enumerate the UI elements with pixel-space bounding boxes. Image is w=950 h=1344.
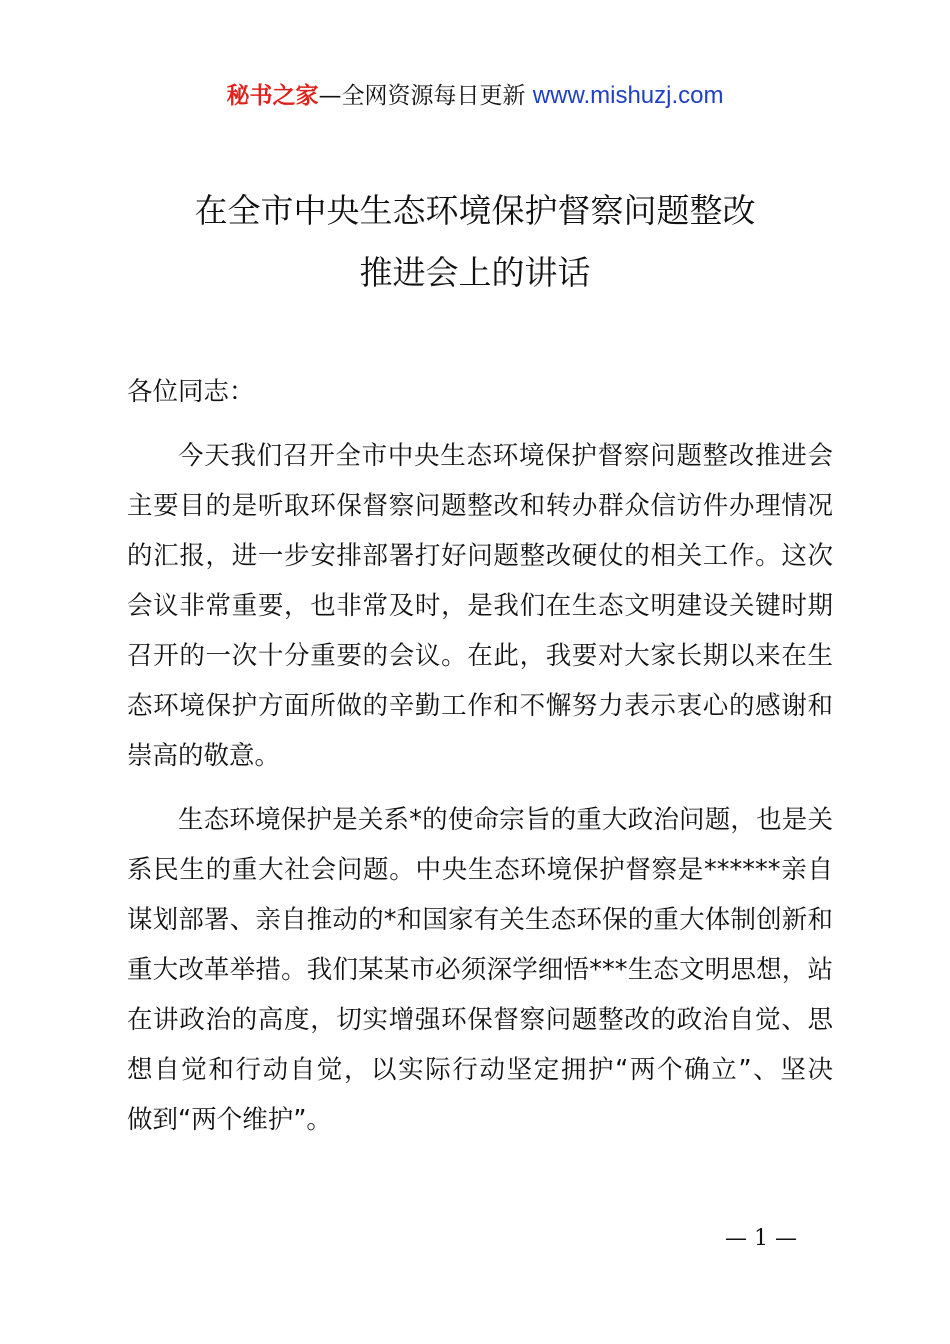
site-url-link[interactable]: www.mishuzj.com — [532, 82, 724, 109]
paragraph-line: 重大改革举措。我们某某市必须深学细悟***生态文明思想，站 — [127, 955, 833, 985]
paragraph-line: 想自觉和行动自觉，以实际行动坚定拥护“两个确立”、坚决 — [127, 1055, 833, 1085]
paragraph — [127, 795, 833, 1145]
site-tagline: —全网资源每日更新 — [318, 83, 526, 109]
site-brand: 秘书之家 — [226, 83, 319, 109]
paragraph-line: 在讲政治的高度，切实增强环保督察问题整改的政治自觉、思 — [127, 1005, 833, 1035]
page-number: — 1 — — [725, 1226, 797, 1251]
paragraph-line: 的汇报，进一步安排部署打好问题整改硬仗的相关工作。这次 — [127, 541, 833, 571]
document-body — [127, 367, 833, 1159]
paragraph-line: 系民生的重大社会问题。中央生态环境保护督察是******亲自 — [127, 855, 833, 885]
title-line: 在全市中央生态环境保护督察问题整改 — [194, 191, 756, 230]
paragraph-line: 生态环境保护是关系*的使命宗旨的重大政治问题，也是关 — [178, 805, 833, 835]
paragraph-line: 态环境保护方面所做的辛勤工作和不懈努力表示衷心的感谢和 — [127, 691, 833, 721]
paragraph-line: 今天我们召开全市中央生态环境保护督察问题整改推进会 — [178, 441, 833, 471]
paragraph-line: 召开的一次十分重要的会议。在此，我要对大家长期以来在生 — [127, 641, 833, 671]
paragraph-line: 崇高的敬意。 — [127, 741, 281, 771]
paragraph-line: 做到“两个维护”。 — [127, 1105, 332, 1135]
salutation: 各位同志： — [127, 377, 255, 407]
paragraph-line: 主要目的是听取环保督察问题整改和转办群众信访件办理情况 — [127, 491, 833, 521]
paragraph-line: 谋划部署、亲自推动的*和国家有关生态环保的重大体制创新和 — [127, 905, 833, 935]
document-title — [0, 180, 950, 304]
title-line: 推进会上的讲话 — [359, 253, 591, 292]
paragraph-line: 会议非常重要，也非常及时，是我们在生态文明建设关键时期 — [127, 591, 833, 621]
paragraph — [127, 431, 833, 781]
site-header — [0, 80, 950, 112]
